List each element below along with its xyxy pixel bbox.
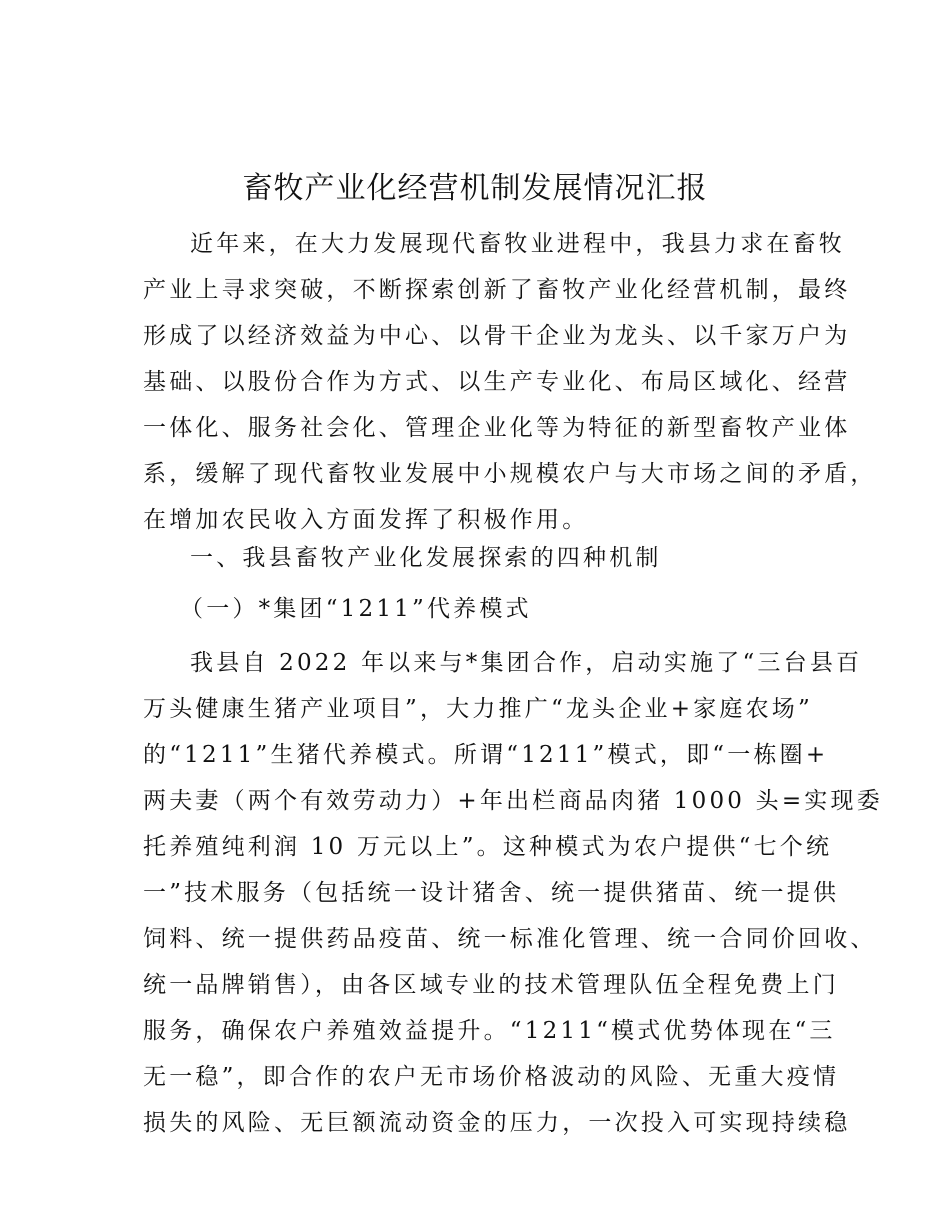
paragraph-1-line: 在增加农民收入方面发挥了积极作用。 <box>143 507 589 533</box>
paragraph-2-line: 的“1211”生猪代养模式。所谓“1211”模式，即“一栋圈+ <box>143 742 829 768</box>
paragraph-2-line: 损失的风险、无巨额流动资金的压力，一次投入可实现持续稳 <box>143 1110 851 1136</box>
paragraph-1-line: 产业上寻求突破，不断探索创新了畜牧产业化经营机制，最终 <box>143 277 851 303</box>
paragraph-1-line: 近年来，在大力发展现代畜牧业进程中，我县力求在畜牧 <box>190 231 845 257</box>
document-title: 畜牧产业化经营机制发展情况汇报 <box>242 171 708 206</box>
paragraph-2-line: 无一稳”，即合作的农户无市场价格波动的风险、无重大疫情 <box>143 1064 840 1090</box>
paragraph-1-line: 一体化、服务社会化、管理企业化等为特征的新型畜牧产业体 <box>143 415 851 441</box>
paragraph-2-line: 托养殖纯利润 10 万元以上”。这种模式为农户提供“七个统 <box>143 834 833 860</box>
paragraph-1-line: 基础、以股份合作为方式、以生产专业化、布局区域化、经营 <box>143 369 851 395</box>
paragraph-1-line: 形成了以经济效益为中心、以骨干企业为龙头、以千家万户为 <box>143 323 851 349</box>
paragraph-2-line: 饲料、统一提供药品疫苗、统一标准化管理、统一合同价回收、 <box>143 926 877 952</box>
paragraph-2-line: 我县自 2022 年以来与*集团合作，启动实施了“三台县百 <box>190 650 863 676</box>
section-heading-1: 一、我县畜牧产业化发展探索的四种机制 <box>190 545 662 571</box>
paragraph-2-line: 一”技术服务（包括统一设计猪舍、统一提供猪苗、统一提供 <box>143 880 840 906</box>
paragraph-2-line: 万头健康生猪产业项目”，大力推广“龙头企业+家庭农场” <box>143 696 813 722</box>
paragraph-1-line: 系，缓解了现代畜牧业发展中小规模农户与大市场之间的矛盾， <box>143 461 877 487</box>
paragraph-2-line: 统一品牌销售），由各区域专业的技术管理队伍全程免费上门 <box>143 972 839 998</box>
paragraph-2-line: 两夫妻（两个有效劳动力）+年出栏商品肉猪 1000 头=实现委 <box>143 788 883 814</box>
paragraph-2-line: 服务，确保农户养殖效益提升。“1211“模式优势体现在“三 <box>143 1018 836 1044</box>
subsection-heading-1: （一）*集团“1211”代养模式 <box>180 596 532 622</box>
